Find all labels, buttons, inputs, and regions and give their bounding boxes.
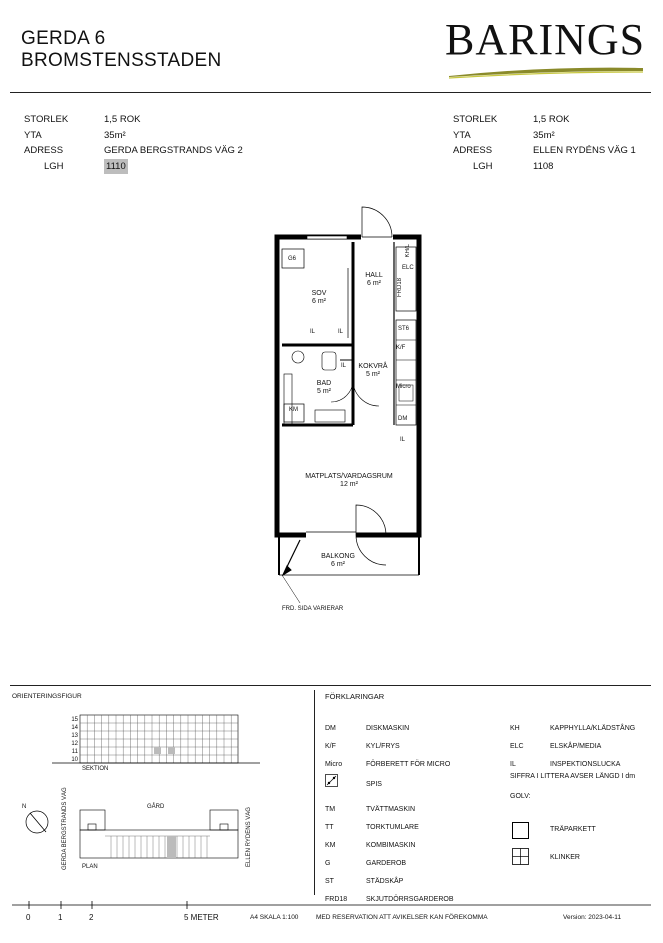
street-left: GERDA BERGSTRANDS VÄG xyxy=(62,787,68,871)
balcony-note: FRD. SIDA VARIERAR xyxy=(282,606,344,612)
legend-code: ST xyxy=(325,878,334,885)
project-area: BROMSTENSSTADEN xyxy=(21,50,222,71)
label-st6: ST6 xyxy=(398,326,410,332)
scale-1: 1 xyxy=(58,913,63,922)
label-elc: ELC xyxy=(402,265,414,271)
label-il: IL xyxy=(310,329,316,335)
length-note: SIFFRA I LITTERA AVSER LÄNGD I dm xyxy=(510,773,636,780)
legend-code: Micro xyxy=(325,761,343,768)
room-area: 6 m² xyxy=(312,298,326,305)
legend-left xyxy=(325,720,454,909)
north-label: N xyxy=(22,804,27,810)
room-name: BAD xyxy=(316,380,332,387)
floor-numbers xyxy=(70,716,78,764)
parquet-swatch xyxy=(512,822,529,839)
room-name: HALL xyxy=(365,272,383,279)
label-il: IL xyxy=(400,437,406,443)
orient-title: ORIENTERINGSFIGUR xyxy=(12,693,82,700)
value: 35m² xyxy=(104,129,126,141)
legend-text: ELSKÅP/MEDIA xyxy=(550,743,602,750)
value: GERDA BERGSTRANDS VÄG 2 xyxy=(104,145,243,156)
label-khl: KH/L xyxy=(405,244,411,258)
legend-text: SPIS xyxy=(366,780,382,788)
room-area: 5 m² xyxy=(366,371,380,378)
legend-text: TVÄTTMASKIN xyxy=(366,806,416,813)
label-dm: DM xyxy=(398,416,408,422)
label-il: IL xyxy=(341,363,347,369)
room-area: 6 m² xyxy=(331,561,345,568)
label-frd18: FRD18 xyxy=(397,278,403,298)
label: YTA xyxy=(24,129,42,141)
scale-0: 0 xyxy=(26,913,31,922)
room-area: 5 m² xyxy=(317,388,331,395)
value: 1,5 ROK xyxy=(533,114,570,125)
value: 1,5 ROK xyxy=(104,114,141,125)
legend-title: FÖRKLARINGAR xyxy=(325,692,385,701)
legend-text: KOMBIMASKIN xyxy=(366,842,416,849)
room-name: BALKONG xyxy=(321,553,355,560)
legend-code: KM xyxy=(325,842,336,849)
floor-number: 14 xyxy=(71,725,78,731)
value: ELLEN RYDÉNS VÄG 1 xyxy=(533,145,636,156)
value: 1108 xyxy=(533,160,554,172)
legend-code: TM xyxy=(325,806,336,813)
legend-code: DM xyxy=(325,725,336,732)
legend-text: STÄDSKÅP xyxy=(366,878,404,885)
label-g6: G6 xyxy=(288,256,297,262)
legend-text: INSPEKTIONSLUCKA xyxy=(550,761,621,768)
legend-code: IL xyxy=(510,761,516,768)
stove-icon xyxy=(325,774,366,795)
section-label: SEKTION xyxy=(82,766,109,772)
legend-code: FRD18 xyxy=(325,896,348,903)
legend-text: KAPPHYLLA/KLÄDSTÅNG xyxy=(550,725,636,732)
floor-number: 13 xyxy=(71,733,78,739)
label: LGH xyxy=(473,160,493,172)
floor-heading: GOLV: xyxy=(510,793,531,800)
vertical-divider xyxy=(314,690,315,895)
scale-5: 5 METER xyxy=(184,913,219,922)
room-hall xyxy=(358,272,390,288)
label-km: KM xyxy=(289,407,298,413)
label: YTA xyxy=(453,129,471,141)
legend-code: G xyxy=(325,860,331,867)
legend-code: KH xyxy=(510,725,520,732)
plan-label: PLAN xyxy=(82,864,98,870)
label: LGH xyxy=(44,160,64,172)
legend-text: FÖRBERETT FÖR MICRO xyxy=(366,761,451,768)
label: STORLEK xyxy=(453,114,498,125)
floor-number: 11 xyxy=(71,749,78,755)
floor-number: 12 xyxy=(71,741,78,747)
reservation-text: MED RESERVATION ATT AVIKELSER KAN FÖREKOMMA xyxy=(316,914,488,921)
floor-number: 15 xyxy=(71,717,78,723)
room-balkong xyxy=(318,553,358,569)
value: 35m² xyxy=(533,129,555,141)
apartment-number-highlight: 1110 xyxy=(104,159,128,175)
label: ADRESS xyxy=(24,145,64,156)
label-micro: Micro xyxy=(396,384,411,390)
label-il: IL xyxy=(338,329,344,335)
room-area: 12 m² xyxy=(340,481,358,488)
legend-text: TORKTUMLARE xyxy=(366,824,419,831)
room-bad xyxy=(310,380,338,396)
room-kokvra xyxy=(355,363,391,379)
legend-text: GARDEROB xyxy=(366,860,407,867)
room-name: SOV xyxy=(311,290,327,297)
room-name: KOKVRÅ xyxy=(358,363,388,370)
label: ADRESS xyxy=(453,145,493,156)
label-kf: K/F xyxy=(396,345,406,351)
version-text: Version: 2023-04-11 xyxy=(563,914,622,921)
parquet-label: TRÄPARKETT xyxy=(550,826,596,833)
orientation-figure xyxy=(0,0,314,900)
courtyard-label: GÅRD xyxy=(147,804,165,810)
label: STORLEK xyxy=(24,114,69,125)
brand-name: BARINGS xyxy=(445,15,646,64)
legend-code: ELC xyxy=(510,743,524,750)
tile-label: KLINKER xyxy=(550,854,580,861)
room-area: 6 m² xyxy=(367,280,381,287)
street-right: ELLEN RYDÉNS VÄG xyxy=(246,807,252,868)
legend-code: K/F xyxy=(325,743,336,750)
legend-text: KYL/FRYS xyxy=(366,743,400,750)
legend-right xyxy=(510,720,635,806)
legend-text: DISKMASKIN xyxy=(366,725,410,732)
legend-code: TT xyxy=(325,824,334,831)
project-name: GERDA 6 xyxy=(21,28,106,49)
room-name: MATPLATS/VARDAGSRUM xyxy=(305,473,393,480)
floor-number: 10 xyxy=(71,757,78,763)
scale-bar xyxy=(0,895,663,915)
legend-text: SKJUTDÖRRSGARDEROB xyxy=(366,896,454,903)
scale-2: 2 xyxy=(89,913,94,922)
tile-swatch xyxy=(512,848,529,865)
scale-text: A4 SKALA 1:100 xyxy=(250,914,299,921)
